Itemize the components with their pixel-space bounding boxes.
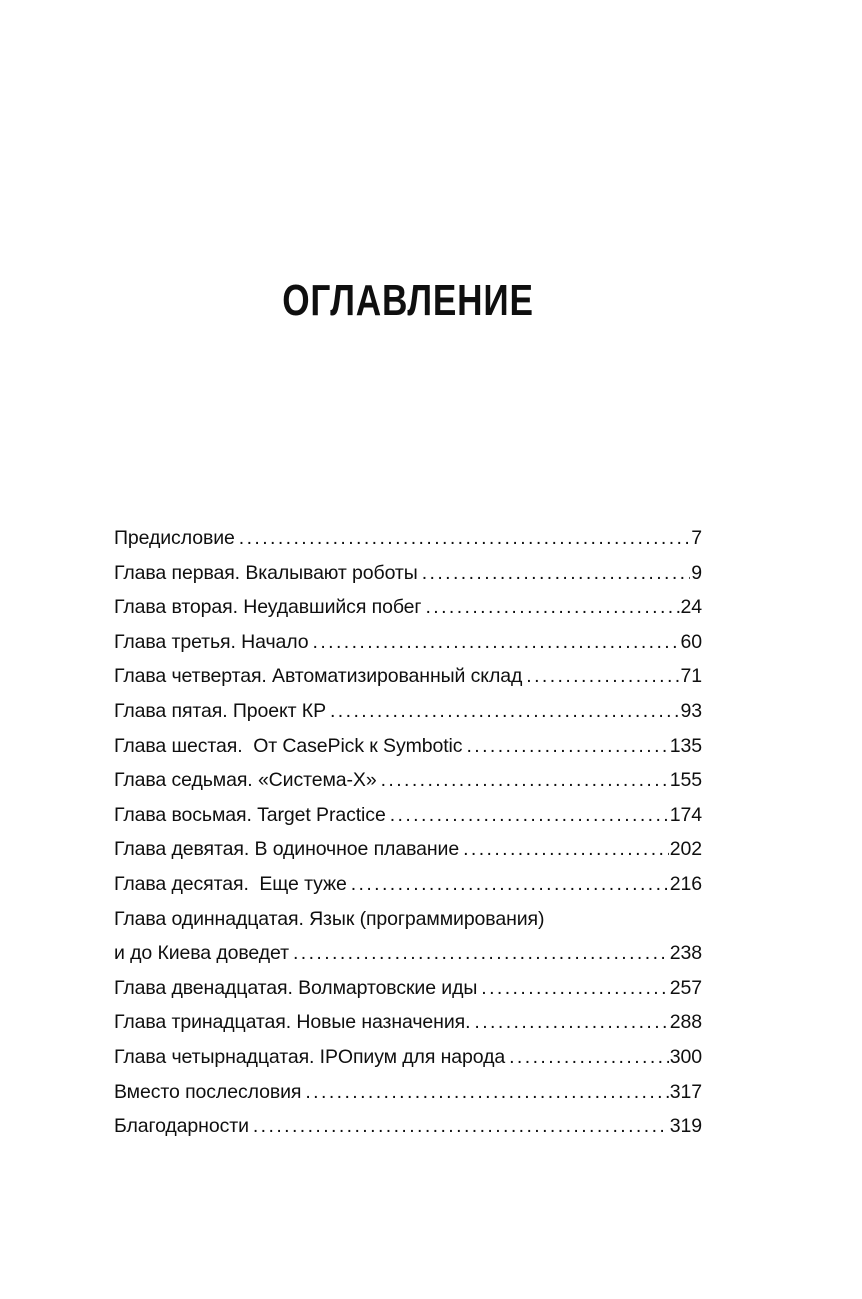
toc-page-number: 288 <box>669 1011 702 1034</box>
toc-leader-dots <box>509 1040 669 1075</box>
toc-entry-title: Глава тринадцатая. Новые назначения. <box>114 1011 471 1034</box>
toc-leader-dots <box>381 763 669 798</box>
toc-entry <box>114 936 702 971</box>
toc-entry-title: Глава одиннадцатая. Язык (программирования) <box>114 907 545 930</box>
toc-entry-title: Глава третья. Начало <box>114 630 309 653</box>
toc-entry-title: Глава девятая. В одиночное плавание <box>114 838 460 861</box>
toc-leader-dots <box>351 867 669 902</box>
toc-page-number: 60 <box>680 630 702 653</box>
toc-page-number: 24 <box>680 596 702 619</box>
toc-entry-title: Глава четырнадцатая. IPOпиум для народа <box>114 1045 506 1068</box>
toc-entry-title: Вместо послесловия <box>114 1080 302 1103</box>
toc-entry-title: и до Киева доведет <box>114 942 289 965</box>
toc-page-number: 9 <box>691 561 702 584</box>
toc-entry-continuation-first-line <box>114 902 702 937</box>
toc-page-number: 257 <box>669 976 702 999</box>
toc-leader-dots <box>313 625 680 660</box>
toc-entry <box>114 867 702 902</box>
toc-entry <box>114 832 702 867</box>
toc-page-number: 155 <box>669 769 702 792</box>
toc-leader-dots <box>481 971 668 1006</box>
toc-entry <box>114 763 702 798</box>
toc-leader-dots <box>422 556 691 591</box>
toc-entry-title: Глава вторая. Неудавшийся побег <box>114 596 422 619</box>
toc-leader-dots <box>239 521 691 556</box>
toc-entry <box>114 1005 702 1040</box>
toc-page-number: 300 <box>669 1045 702 1068</box>
toc-entry <box>114 521 702 556</box>
toc-entry-title: Благодарности <box>114 1115 249 1138</box>
toc-page-number: 71 <box>680 665 702 688</box>
toc-list <box>114 521 702 1144</box>
toc-leader-dots <box>463 832 669 867</box>
toc-entry <box>114 1075 702 1110</box>
toc-leader-dots <box>253 1109 669 1144</box>
toc-entry <box>114 659 702 694</box>
toc-leader-dots <box>293 936 669 971</box>
toc-entry-title: Глава шестая. От CasePick к Symbotic <box>114 734 463 757</box>
toc-page-number: 135 <box>669 734 702 757</box>
toc-leader-dots <box>305 1075 668 1110</box>
toc-entry <box>114 729 702 764</box>
toc-entry-title: Глава десятая. Еще туже <box>114 872 347 895</box>
toc-page-number: 174 <box>669 803 702 826</box>
toc-entry-title: Предисловие <box>114 527 235 549</box>
toc-page-number: 238 <box>669 942 702 965</box>
toc-entry <box>114 1109 702 1144</box>
toc-page-number: 216 <box>669 872 702 895</box>
toc-entry-title: Глава двенадцатая. Волмартовские иды <box>114 976 478 999</box>
toc-page-number: 317 <box>669 1080 702 1103</box>
toc-entry <box>114 556 702 591</box>
toc-entry <box>114 971 702 1006</box>
toc-leader-dots <box>425 590 679 625</box>
toc-entry <box>114 590 702 625</box>
toc-entry-title: Глава пятая. Проект КР <box>114 699 326 722</box>
toc-entry <box>114 798 702 833</box>
toc-entry-title: Глава четвертая. Автоматизированный склад <box>114 665 523 688</box>
toc-leader-dots <box>390 798 669 833</box>
toc-leader-dots <box>466 729 668 764</box>
toc-entry <box>114 694 702 729</box>
toc-entry-title: Глава первая. Вкалывают роботы <box>114 561 418 584</box>
toc-page-number: 7 <box>691 527 702 549</box>
toc-entry-title: Глава восьмая. Target Practice <box>114 803 386 826</box>
toc-leader-dots <box>330 694 680 729</box>
toc-page-number: 93 <box>680 699 702 722</box>
toc-entry-title: Глава седьмая. «Система-Х» <box>114 769 377 792</box>
toc-entry <box>114 625 702 660</box>
toc-leader-dots <box>526 659 679 694</box>
toc-page-number: 319 <box>669 1115 702 1138</box>
toc-entry <box>114 1040 702 1075</box>
page-title: ОГЛАВЛЕНИЕ <box>282 276 534 325</box>
toc-leader-dots <box>474 1005 668 1040</box>
toc-page-number: 202 <box>669 838 702 861</box>
